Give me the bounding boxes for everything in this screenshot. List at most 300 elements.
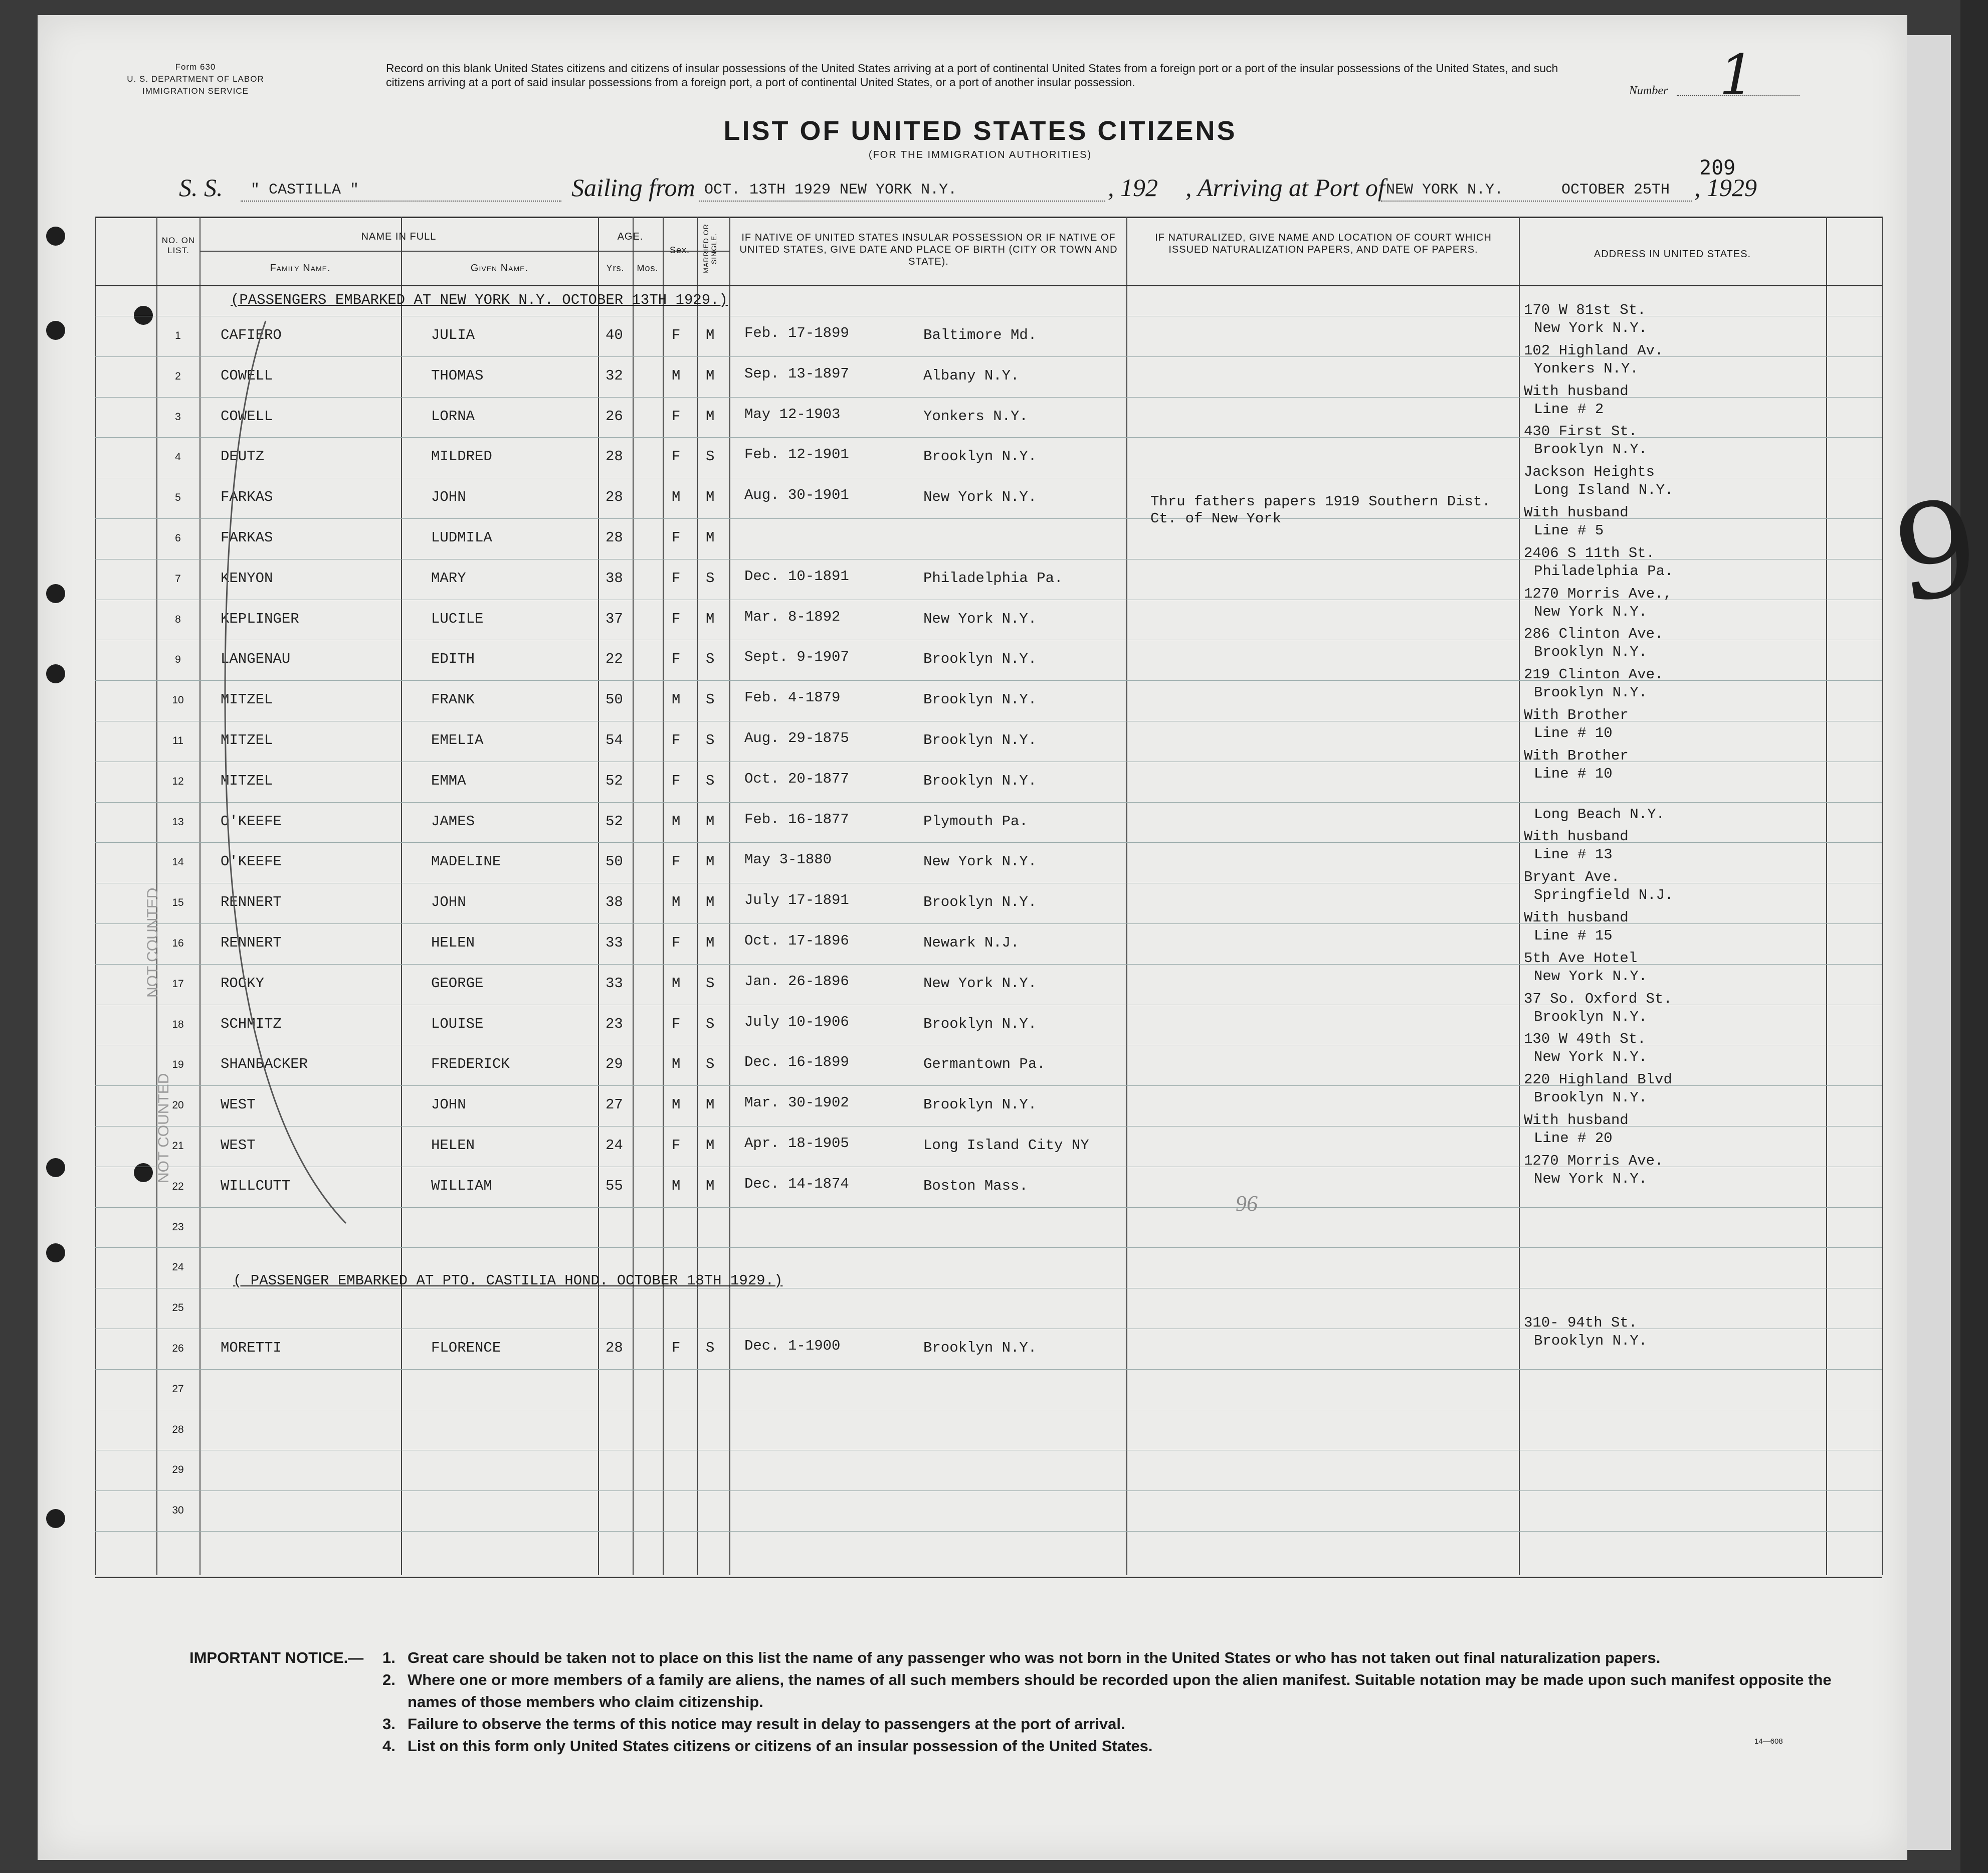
family-name-cell: COWELL <box>221 367 273 384</box>
notice-label: IMPORTANT NOTICE.— <box>189 1649 364 1666</box>
age-cell: 28 <box>606 529 623 546</box>
punch-hole <box>46 321 65 340</box>
address-line-2-cell: Line # 13 <box>1534 846 1613 863</box>
sailing-underline <box>699 201 1105 202</box>
row-rule <box>95 1531 1882 1532</box>
arriving-date: OCTOBER 25TH <box>1561 181 1670 199</box>
address-line-1-cell: With husband <box>1524 504 1629 521</box>
marital-status-cell: M <box>706 327 715 343</box>
not-counted-stamp: NOT COUNTED <box>155 1073 172 1183</box>
line-number: 25 <box>172 1302 184 1314</box>
address-line-2-cell: New York N.Y. <box>1534 1049 1648 1066</box>
address-line-2-cell: Line # 20 <box>1534 1130 1613 1147</box>
sex-cell: F <box>672 408 681 425</box>
marital-status-cell: S <box>706 691 715 708</box>
address-line-2-cell: New York N.Y. <box>1534 603 1648 620</box>
birth-place-cell: Brooklyn N.Y. <box>923 772 1037 789</box>
address-line-1-cell: Jackson Heights <box>1524 464 1655 481</box>
address-line-1-cell: With husband <box>1524 828 1629 845</box>
line-number: 5 <box>175 492 181 504</box>
age-cell: 33 <box>606 975 623 992</box>
column-rule <box>1519 217 1520 1575</box>
family-name-cell: RENNERT <box>221 894 282 911</box>
sex-cell: F <box>672 1137 681 1154</box>
stamp-number: 209 <box>1699 156 1736 179</box>
address-line-2-cell: Springfield N.J. <box>1534 887 1674 904</box>
col-header-yrs: Yrs. <box>606 263 625 273</box>
sex-cell: F <box>672 570 681 587</box>
col-header-sex: Sex. <box>669 245 690 255</box>
marital-status-cell: S <box>706 1015 715 1032</box>
line-number: 15 <box>172 897 184 909</box>
age-cell: 54 <box>606 732 623 748</box>
birth-date-cell: Mar. 30-1902 <box>744 1094 849 1111</box>
birth-date-cell: July 17-1891 <box>744 892 849 909</box>
given-name-cell: LOUISE <box>431 1015 484 1032</box>
given-name-cell: JOHN <box>431 1096 466 1113</box>
address-line-1-cell: 219 Clinton Ave. <box>1524 666 1664 683</box>
punch-hole <box>46 584 65 603</box>
birth-place-cell: New York N.Y. <box>923 975 1037 992</box>
sex-cell: F <box>672 934 681 951</box>
given-name-cell: EDITH <box>431 651 475 668</box>
birth-date-cell: May 3-1880 <box>744 851 832 868</box>
service-name: IMMIGRATION SERVICE <box>142 86 249 96</box>
marital-status-cell: M <box>706 1177 715 1194</box>
line-number: 28 <box>172 1423 184 1435</box>
family-name-cell: MITZEL <box>221 732 273 748</box>
birth-date-cell: Dec. 14-1874 <box>744 1175 849 1192</box>
address-line-1-cell: 1270 Morris Ave. <box>1524 1152 1664 1169</box>
arriving-port: NEW YORK N.Y. <box>1386 181 1504 199</box>
address-line-2-cell: Line # 10 <box>1534 765 1613 782</box>
marital-status-cell: M <box>706 367 715 384</box>
department-name: U. S. DEPARTMENT OF LABOR <box>127 74 264 84</box>
given-name-cell: HELEN <box>431 934 475 951</box>
birth-date-cell: July 10-1906 <box>744 1013 849 1030</box>
column-rule <box>663 217 664 1575</box>
address-line-2-cell: Yonkers N.Y. <box>1534 360 1639 377</box>
birth-date-cell: Sep. 13-1897 <box>744 365 849 382</box>
age-cell: 40 <box>606 327 623 343</box>
line-number: 13 <box>172 816 184 828</box>
birth-date-cell: Oct. 20-1877 <box>744 770 849 787</box>
header-rule <box>200 251 729 252</box>
sex-cell: F <box>672 1340 681 1356</box>
birth-place-cell: Brooklyn N.Y. <box>923 1015 1037 1032</box>
marital-status-cell: M <box>706 529 715 546</box>
notice-items <box>382 1647 1846 1757</box>
address-line-1-cell: 170 W 81st St. <box>1524 302 1646 318</box>
birth-place-cell: Brooklyn N.Y. <box>923 732 1037 748</box>
birth-date-cell: Feb. 12-1901 <box>744 446 849 463</box>
family-name-cell: SCHMITZ <box>221 1015 282 1032</box>
given-name-cell: LUCILE <box>431 610 484 627</box>
family-name-cell: MITZEL <box>221 691 273 708</box>
marital-status-cell: M <box>706 408 715 425</box>
birth-date-cell: Mar. 8-1892 <box>744 608 841 625</box>
family-name-cell: WEST <box>221 1096 256 1113</box>
birth-place-cell: New York N.Y. <box>923 610 1037 627</box>
address-line-2-cell: Line # 15 <box>1534 927 1613 944</box>
arriving-label: , Arriving at Port of <box>1185 173 1385 202</box>
given-name-cell: FRANK <box>431 691 475 708</box>
sheet-number: 1 <box>1719 43 1754 107</box>
form-number: Form 630 <box>175 62 216 72</box>
birth-date-cell: Feb. 4-1879 <box>744 689 841 706</box>
ship-name-underline <box>241 201 561 202</box>
punch-hole <box>46 227 65 246</box>
family-name-cell: O'KEEFE <box>221 813 282 830</box>
address-line-2-cell: New York N.Y. <box>1534 1170 1648 1187</box>
birth-place-cell: Boston Mass. <box>923 1177 1028 1194</box>
marital-status-cell: S <box>706 1056 715 1073</box>
line-number: 30 <box>172 1505 184 1517</box>
family-name-cell: DEUTZ <box>221 448 265 465</box>
punch-hole <box>46 1158 65 1177</box>
line-number: 23 <box>172 1221 184 1233</box>
age-cell: 27 <box>606 1096 623 1113</box>
birth-date-cell: Feb. 17-1899 <box>744 325 849 341</box>
ship-name: " CASTILLA " <box>251 181 359 199</box>
line-number: 3 <box>175 411 181 423</box>
address-line-1-cell: 220 Highland Blvd <box>1524 1071 1672 1088</box>
given-name-cell: JAMES <box>431 813 475 830</box>
age-cell: 38 <box>606 570 623 587</box>
given-name-cell: JOHN <box>431 489 466 506</box>
birth-date-cell: May 12-1903 <box>744 406 841 423</box>
age-cell: 52 <box>606 772 623 789</box>
address-line-2-cell: New York N.Y. <box>1534 968 1648 985</box>
address-line-1-cell: 130 W 49th St. <box>1524 1031 1646 1048</box>
family-name-cell: LANGENAU <box>221 651 291 668</box>
pencil-bracket <box>211 301 361 1228</box>
sailing-label: Sailing from <box>571 173 695 202</box>
column-rule <box>697 217 698 1575</box>
line-number: 11 <box>172 735 183 746</box>
line-number: 2 <box>175 370 181 382</box>
birth-place-cell: Albany N.Y. <box>923 367 1020 384</box>
row-rule <box>95 1490 1882 1491</box>
marital-status-cell: M <box>706 894 715 911</box>
address-line-2-cell: Brooklyn N.Y. <box>1534 644 1648 661</box>
page-subtitle: (FOR THE IMMIGRATION AUTHORITIES) <box>868 149 1092 160</box>
column-rule <box>401 217 402 1575</box>
birth-place-cell: Plymouth Pa. <box>923 813 1028 830</box>
handwritten-note: 96 <box>1236 1191 1258 1216</box>
sex-cell: M <box>672 1056 681 1073</box>
birth-date-cell: Aug. 29-1875 <box>744 730 849 746</box>
family-name-cell: SHANBACKER <box>221 1056 308 1073</box>
line-number: 4 <box>175 451 181 463</box>
marital-status-cell: M <box>706 489 715 506</box>
given-name-cell: HELEN <box>431 1137 475 1154</box>
address-line-2-cell: Line # 10 <box>1534 725 1613 741</box>
address-line-2-cell: Brooklyn N.Y. <box>1534 1008 1648 1025</box>
line-number: 24 <box>172 1261 184 1273</box>
address-line-1-cell: 102 Highland Av. <box>1524 342 1664 359</box>
address-line-2-cell: Brooklyn N.Y. <box>1534 441 1648 458</box>
birth-place-cell: Brooklyn N.Y. <box>923 691 1037 708</box>
line-number: 20 <box>172 1099 184 1111</box>
col-header-no: NO. ON LIST. <box>161 236 195 255</box>
address-line-1-cell: 5th Ave Hotel <box>1524 950 1638 967</box>
family-name-cell: KENYON <box>221 570 273 587</box>
family-name-cell: RENNERT <box>221 934 282 951</box>
address-line-2-cell: Brooklyn N.Y. <box>1534 1089 1648 1106</box>
birth-place-cell: Brooklyn N.Y. <box>923 448 1037 465</box>
address-line-1-cell: With Brother <box>1524 747 1629 764</box>
marital-status-cell: S <box>706 1340 715 1356</box>
age-cell: 38 <box>606 894 623 911</box>
line-number: 26 <box>172 1343 184 1354</box>
line-number: 9 <box>175 654 181 666</box>
arriving-year: , 1929 <box>1694 173 1757 202</box>
address-line-2-cell: Long Island N.Y. <box>1534 482 1674 499</box>
address-line-2-cell: Brooklyn N.Y. <box>1534 684 1648 701</box>
column-rule <box>1826 217 1827 1575</box>
sex-cell: M <box>672 367 681 384</box>
family-name-cell: KEPLINGER <box>221 610 299 627</box>
age-cell: 33 <box>606 934 623 951</box>
given-name-cell: MILDRED <box>431 448 492 465</box>
notice-item: 3. Failure to observe the terms of this notice may result in delay to passengers at the port of arrival. <box>382 1715 1125 1733</box>
col-header-naturalized: IF NATURALIZED, GIVE NAME AND LOCATION OF COURT WHICH ISSUED NATURALIZATION PAPERS, AND DATE OF PAPERS. <box>1155 232 1492 255</box>
age-cell: 28 <box>606 448 623 465</box>
given-name-cell: EMMA <box>431 772 466 789</box>
col-header-age: AGE. <box>617 231 644 242</box>
sex-cell: M <box>672 894 681 911</box>
pencil-bracket-stroke <box>225 321 346 1223</box>
marital-status-cell: S <box>706 772 715 789</box>
sex-cell: F <box>672 610 681 627</box>
marital-status-cell: S <box>706 732 715 748</box>
marital-status-cell: S <box>706 448 715 465</box>
row-rule <box>95 1247 1882 1248</box>
birth-place-cell: Yonkers N.Y. <box>923 408 1028 425</box>
birth-date-cell: Sept. 9-1907 <box>744 649 849 666</box>
birth-date-cell: Feb. 16-1877 <box>744 811 849 828</box>
punch-hole <box>46 1243 65 1262</box>
birth-place-cell: Brooklyn N.Y. <box>923 651 1037 668</box>
marital-status-cell: M <box>706 1096 715 1113</box>
row-rule <box>95 1369 1882 1370</box>
address-line-2-cell: New York N.Y. <box>1534 320 1648 336</box>
sex-cell: F <box>672 327 681 343</box>
sex-cell: M <box>672 691 681 708</box>
birth-place-cell: Brooklyn N.Y. <box>923 1096 1037 1113</box>
col-header-name-in-full: NAME IN FULL <box>361 231 437 242</box>
birth-place-cell: New York N.Y. <box>923 853 1037 870</box>
address-line-1-cell: Bryant Ave. <box>1524 869 1620 886</box>
arriving-underline <box>1381 201 1692 202</box>
birth-place-cell: Germantown Pa. <box>923 1056 1046 1073</box>
birth-place-cell: New York N.Y. <box>923 489 1037 506</box>
address-line-2-cell: Long Beach N.Y. <box>1534 806 1665 823</box>
line-number: 22 <box>172 1180 184 1192</box>
sex-cell: F <box>672 529 681 546</box>
address-line-1-cell: 1270 Morris Ave., <box>1524 585 1672 602</box>
sailing-from: OCT. 13TH 1929 NEW YORK N.Y. <box>704 181 957 199</box>
address-line-2-cell: Line # 2 <box>1534 401 1604 418</box>
family-name-cell: MITZEL <box>221 772 273 789</box>
address-line-1-cell: 430 First St. <box>1524 423 1638 440</box>
marital-status-cell: S <box>706 651 715 668</box>
row-rule <box>95 802 1882 803</box>
line-number: 10 <box>172 694 184 706</box>
naturalization-cell: Thru fathers papers 1919 Southern Dist. Ct. of New York <box>1150 493 1491 527</box>
family-name-cell: FARKAS <box>221 489 273 506</box>
birth-date-cell: Dec. 1-1900 <box>744 1338 841 1354</box>
line-number: 6 <box>175 532 181 544</box>
column-rule <box>598 217 599 1575</box>
family-name-cell: FARKAS <box>221 529 273 546</box>
birth-date-cell: Dec. 16-1899 <box>744 1054 849 1071</box>
family-name-cell: WILLCUTT <box>221 1177 291 1194</box>
year-prefix: , 192 <box>1108 173 1158 202</box>
line-number: 14 <box>172 856 184 868</box>
column-rule <box>200 217 201 1575</box>
line-number: 7 <box>175 573 181 585</box>
birth-place-cell: Newark N.J. <box>923 934 1020 951</box>
sex-cell: M <box>672 1177 681 1194</box>
age-cell: 50 <box>606 853 623 870</box>
section-heading-text: (PASSENGERS EMBARKED AT NEW YORK N.Y. OCTOBER 13TH 1929.) <box>231 292 728 308</box>
col-header-address: ADDRESS IN UNITED STATES. <box>1594 249 1751 260</box>
record-instructions: Record on this blank United States citizens and citizens of insular possessions of the United States arriving at a port of continental United States from a foreign port or a port of the insular possessions of the United States, and such citizens arriving at a port of said insular possessions from a foreign port, a port of continental United States, or a port of another insular possession. <box>386 62 1558 89</box>
sex-cell: M <box>672 813 681 830</box>
line-number: 16 <box>172 938 184 949</box>
birth-date-cell: Aug. 30-1901 <box>744 487 849 504</box>
given-name-cell: WILLIAM <box>431 1177 492 1194</box>
column-rule <box>1882 217 1883 1575</box>
notice-item: 1. Great care should be taken not to place on this list the name of any passenger who was not born in the United States or who has not taken out final naturalization papers. <box>382 1649 1661 1666</box>
age-cell: 52 <box>606 813 623 830</box>
birth-place-cell: Philadelphia Pa. <box>923 570 1063 587</box>
handwritten-mark: 9 <box>1884 471 1988 633</box>
address-line-1-cell: 286 Clinton Ave. <box>1524 626 1664 643</box>
birth-date-cell: Apr. 18-1905 <box>744 1135 849 1152</box>
line-number: 8 <box>175 613 181 625</box>
line-number: 21 <box>172 1140 184 1152</box>
family-name-cell: WEST <box>221 1137 256 1154</box>
sex-cell: F <box>672 448 681 465</box>
age-cell: 23 <box>606 1015 623 1032</box>
family-name-cell: MORETTI <box>221 1340 282 1356</box>
family-name-cell: O'KEEFE <box>221 853 282 870</box>
address-line-1-cell: With husband <box>1524 1112 1629 1129</box>
given-name-cell: LORNA <box>431 408 475 425</box>
section-heading-castilia <box>233 1272 782 1289</box>
line-number: 18 <box>172 1018 184 1030</box>
marital-status-cell: S <box>706 570 715 587</box>
sex-cell: F <box>672 853 681 870</box>
age-cell: 26 <box>606 408 623 425</box>
line-number: 29 <box>172 1464 184 1476</box>
family-name-cell: CAFIERO <box>221 327 282 343</box>
birth-place-cell: Brooklyn N.Y. <box>923 1340 1037 1356</box>
birth-place-cell: Long Island City NY <box>923 1137 1089 1154</box>
line-number: 1 <box>175 330 181 341</box>
punch-hole <box>46 1509 65 1528</box>
address-line-2-cell: Brooklyn N.Y. <box>1534 1333 1648 1349</box>
form-code: 14—608 <box>1754 1737 1783 1746</box>
age-cell: 24 <box>606 1137 623 1154</box>
address-line-1-cell: 310- 94th St. <box>1524 1315 1638 1331</box>
form-identifier <box>105 61 286 97</box>
given-name-cell: MADELINE <box>431 853 501 870</box>
family-name-cell: COWELL <box>221 408 273 425</box>
age-cell: 37 <box>606 610 623 627</box>
header-rule <box>95 285 1882 286</box>
address-line-1-cell: With Brother <box>1524 707 1629 723</box>
address-line-2-cell: Line # 5 <box>1534 522 1604 539</box>
ss-label: S. S. <box>179 173 223 202</box>
column-rule <box>633 217 634 1575</box>
family-name-cell: ROCKY <box>221 975 265 992</box>
col-header-native: IF NATIVE OF UNITED STATES INSULAR POSSESSION OR IF NATIVE OF UNITED STATES, GIVE DATE AND PLACE OF BIRTH (CITY OR TOWN AND STATE). <box>739 232 1118 267</box>
marital-status-cell: M <box>706 853 715 870</box>
punch-hole <box>46 664 65 683</box>
column-rule <box>729 217 730 1575</box>
marital-status-cell: M <box>706 1137 715 1154</box>
birth-place-cell: Baltimore Md. <box>923 327 1037 343</box>
given-name-cell: GEORGE <box>431 975 484 992</box>
age-cell: 50 <box>606 691 623 708</box>
given-name-cell: JOHN <box>431 894 466 911</box>
given-name-cell: EMELIA <box>431 732 484 748</box>
age-cell: 29 <box>606 1056 623 1073</box>
sex-cell: M <box>672 975 681 992</box>
given-name-cell: JULIA <box>431 327 475 343</box>
sex-cell: F <box>672 1015 681 1032</box>
age-cell: 55 <box>606 1177 623 1194</box>
column-rule <box>95 217 96 1575</box>
section-heading-text: ( PASSENGER EMBARKED AT PTO. CASTILIA HOND. OCTOBER 18TH 1929.) <box>233 1272 783 1289</box>
line-number: 12 <box>172 775 184 787</box>
sex-cell: F <box>672 651 681 668</box>
birth-date-cell: Jan. 26-1896 <box>744 973 849 990</box>
address-line-2-cell: Philadelphia Pa. <box>1534 563 1674 580</box>
col-header-given-name: Given Name. <box>470 263 529 274</box>
marital-status-cell: M <box>706 813 715 830</box>
address-line-1-cell: 2406 S 11th St. <box>1524 544 1655 561</box>
row-rule <box>95 1207 1882 1208</box>
line-number: 19 <box>172 1059 184 1071</box>
address-line-1-cell: With husband <box>1524 383 1629 400</box>
birth-date-cell: Dec. 10-1891 <box>744 568 849 585</box>
address-line-1-cell: With husband <box>1524 909 1629 926</box>
given-name-cell: LUDMILA <box>431 529 492 546</box>
given-name-cell: MARY <box>431 570 466 587</box>
birth-place-cell: Brooklyn N.Y. <box>923 894 1037 911</box>
col-header-mos: Mos. <box>637 263 659 273</box>
sex-cell: F <box>672 772 681 789</box>
age-cell: 32 <box>606 367 623 384</box>
column-rule <box>1126 217 1127 1575</box>
birth-date-cell: Oct. 17-1896 <box>744 932 849 949</box>
marital-status-cell: M <box>706 610 715 627</box>
given-name-cell: THOMAS <box>431 367 484 384</box>
given-name-cell: FREDERICK <box>431 1056 510 1073</box>
notice-item: 4. List on this form only United States citizens or citizens of an insular possession of the United States. <box>382 1737 1153 1755</box>
page-title: LIST OF UNITED STATES CITIZENS <box>723 116 1237 146</box>
age-cell: 22 <box>606 651 623 668</box>
col-header-married-single: MARRIED OR SINGLE. <box>702 224 718 274</box>
address-line-1-cell: 37 So. Oxford St. <box>1524 990 1672 1007</box>
sex-cell: M <box>672 489 681 506</box>
notice-item: 2. Where one or more members of a family are aliens, the names of all such members should be recorded upon the alien manifest. Suitable notation may be made upon such manifest opposite the names of those members who claim citizenship. <box>382 1671 1832 1711</box>
